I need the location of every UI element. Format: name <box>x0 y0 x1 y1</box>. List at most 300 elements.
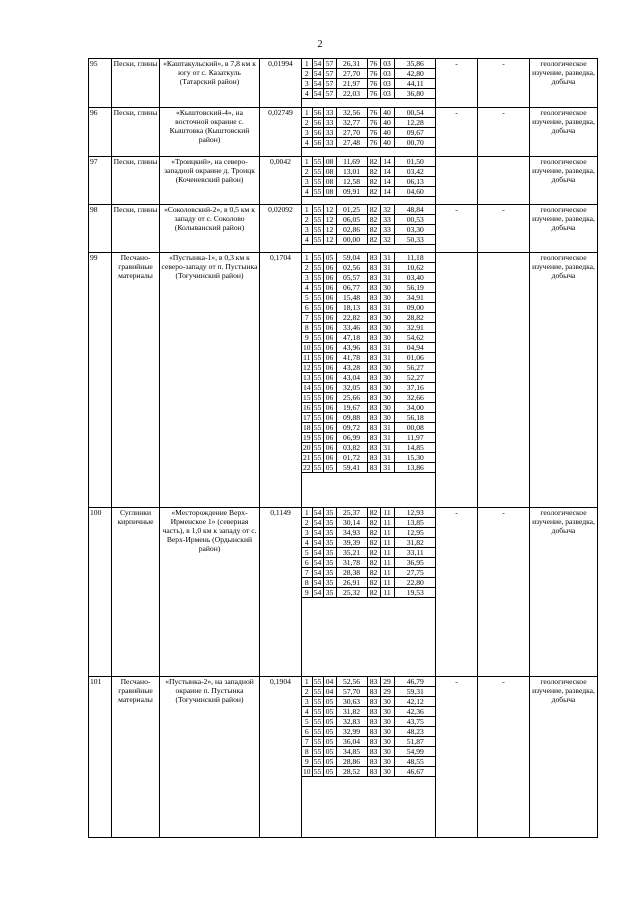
lon-seconds: 03,30 <box>394 225 436 235</box>
lat-degrees: 55 <box>313 205 322 214</box>
lat-minutes: 06 <box>323 323 336 333</box>
lon-minutes: 11 <box>380 528 394 538</box>
lat-minutes: 06 <box>323 383 336 393</box>
lon-minutes: 31 <box>380 453 394 463</box>
lon-minutes: 11 <box>380 518 394 528</box>
mineral-type: Песчано-гравийные материалы <box>112 677 160 838</box>
lat-degrees: 55 <box>313 433 322 442</box>
lon-seconds: 13,86 <box>394 463 436 473</box>
lat-degrees: 55 <box>313 313 322 322</box>
lon-degrees: 76 <box>367 89 380 99</box>
lat-minutes: 57 <box>323 69 336 79</box>
row-number: 95 <box>89 59 112 108</box>
lat-seconds: 09,91 <box>336 187 367 197</box>
coordinate-row <box>302 253 436 263</box>
row-number: 97 <box>89 157 112 205</box>
lon-degrees: 76 <box>367 59 380 69</box>
site-description: «Пустынка-1», в 0,3 км к северо-западу от п. Пустынка (Тогучинский район) <box>160 253 260 508</box>
lon-degrees: 83 <box>367 403 380 413</box>
coordinates-table <box>302 205 436 245</box>
lat-seconds: 19,67 <box>336 403 367 413</box>
lat-seconds: 11,69 <box>336 157 367 167</box>
lon-degrees: 82 <box>367 518 380 528</box>
lon-seconds: 04,60 <box>394 187 436 197</box>
lat-degrees: 54 <box>313 79 322 88</box>
lat-seconds: 13,01 <box>336 167 367 177</box>
lon-minutes: 11 <box>380 568 394 578</box>
lat-seconds: 57,70 <box>336 687 367 697</box>
lon-seconds: 35,86 <box>394 59 436 69</box>
area-value: 0,0042 <box>260 157 302 205</box>
lon-seconds: 28,82 <box>394 313 436 323</box>
point-number: 21 <box>303 453 311 462</box>
lon-seconds: 00,54 <box>394 108 436 118</box>
lon-seconds: 11,18 <box>394 253 436 263</box>
lat-minutes: 06 <box>323 283 336 293</box>
lat-minutes: 35 <box>323 508 336 518</box>
lon-degrees: 83 <box>367 413 380 423</box>
lon-minutes: 29 <box>380 677 394 687</box>
lat-seconds: 28,86 <box>336 757 367 767</box>
lon-degrees: 82 <box>367 235 380 245</box>
extra-col-2: - <box>478 108 530 157</box>
lat-degrees: 54 <box>313 578 322 587</box>
lat-seconds: 01,72 <box>336 453 367 463</box>
coordinate-row <box>302 79 436 89</box>
purpose-text: геологическое изучение, разведка, добыча <box>530 205 598 253</box>
point-number: 1 <box>302 157 312 167</box>
lon-degrees: 83 <box>367 463 380 473</box>
point-number: 9 <box>302 757 312 767</box>
lat-degrees: 54 <box>313 69 322 78</box>
mineral-type: Суглинки кирпичные <box>112 508 160 677</box>
lon-minutes: 31 <box>380 343 394 353</box>
lon-degrees: 76 <box>367 108 380 118</box>
lat-seconds: 31,82 <box>336 707 367 717</box>
point-number: 4 <box>302 138 312 148</box>
extra-col-1: - <box>436 59 478 108</box>
lat-seconds: 00,00 <box>336 235 367 245</box>
lat-degrees: 55 <box>313 283 322 292</box>
lon-seconds: 56,19 <box>394 283 436 293</box>
lat-degrees: 55 <box>313 323 322 332</box>
point-number: 7 <box>302 568 312 578</box>
point-number: 2 <box>302 167 312 177</box>
lat-degrees: 55 <box>313 697 322 706</box>
mineral-type: Пески, глины <box>112 108 160 157</box>
lat-seconds: 25,66 <box>336 393 367 403</box>
lon-seconds: 01,50 <box>394 157 436 167</box>
coordinate-row <box>302 59 436 69</box>
lat-degrees: 54 <box>313 548 322 557</box>
coordinate-row <box>302 528 436 538</box>
lat-minutes: 06 <box>323 273 336 283</box>
lon-minutes: 30 <box>380 737 394 747</box>
lon-minutes: 40 <box>380 128 394 138</box>
lon-seconds: 42,12 <box>394 697 436 707</box>
lon-degrees: 82 <box>367 167 380 177</box>
lon-minutes: 14 <box>380 167 394 177</box>
lon-seconds: 10,62 <box>394 263 436 273</box>
lat-seconds: 34,93 <box>336 528 367 538</box>
lon-degrees: 76 <box>367 128 380 138</box>
coordinate-row <box>302 303 436 313</box>
coordinate-row <box>302 273 436 283</box>
coordinate-row <box>302 343 436 353</box>
area-value: 0,02092 <box>260 205 302 253</box>
point-number: 1 <box>302 205 312 215</box>
purpose-text: геологическое изучение, разведка, добыча <box>530 677 598 838</box>
lon-seconds: 59,31 <box>394 687 436 697</box>
lat-minutes: 33 <box>323 128 336 138</box>
lon-degrees: 83 <box>367 343 380 353</box>
lon-seconds: 50,33 <box>394 235 436 245</box>
lat-minutes: 12 <box>323 205 336 215</box>
coordinates-cell <box>302 108 436 157</box>
lon-seconds: 27,75 <box>394 568 436 578</box>
lon-minutes: 31 <box>380 423 394 433</box>
lat-degrees: 55 <box>313 707 322 716</box>
coordinates-cell <box>302 157 436 205</box>
coordinate-row <box>302 383 436 393</box>
point-number: 3 <box>302 79 312 89</box>
lat-minutes: 35 <box>323 588 336 598</box>
point-number: 3 <box>302 128 312 138</box>
lon-minutes: 30 <box>380 717 394 727</box>
lat-seconds: 25,37 <box>336 508 367 518</box>
lon-degrees: 83 <box>367 313 380 323</box>
lon-minutes: 30 <box>380 313 394 323</box>
lon-seconds: 04,94 <box>394 343 436 353</box>
point-number: 9 <box>302 588 312 598</box>
lat-minutes: 06 <box>323 293 336 303</box>
lon-seconds: 00,53 <box>394 215 436 225</box>
lon-degrees: 83 <box>367 737 380 747</box>
lat-minutes: 08 <box>323 167 336 177</box>
lon-minutes: 11 <box>380 548 394 558</box>
lat-degrees: 55 <box>313 383 322 392</box>
lat-degrees: 55 <box>313 717 322 726</box>
lon-seconds: 33,11 <box>394 548 436 558</box>
lon-minutes: 11 <box>380 508 394 518</box>
point-number: 4 <box>302 89 312 99</box>
lon-seconds: 34,91 <box>394 293 436 303</box>
lat-degrees: 55 <box>313 303 322 312</box>
lat-seconds: 47,18 <box>336 333 367 343</box>
lon-degrees: 76 <box>367 69 380 79</box>
point-number: 8 <box>302 323 312 333</box>
extra-col-1: - <box>436 677 478 838</box>
coordinate-row <box>302 727 436 737</box>
lat-minutes: 05 <box>323 697 336 707</box>
lon-seconds: 32,91 <box>394 323 436 333</box>
row-number: 101 <box>89 677 112 838</box>
extra-col-1: - <box>436 508 478 677</box>
lon-seconds: 00,70 <box>394 138 436 148</box>
coordinate-row <box>302 707 436 717</box>
lat-seconds: 30,63 <box>336 697 367 707</box>
lon-seconds: 06,13 <box>394 177 436 187</box>
lon-degrees: 82 <box>367 538 380 548</box>
area-value: 0,02749 <box>260 108 302 157</box>
point-number: 19 <box>303 433 311 442</box>
lon-degrees: 83 <box>367 253 380 263</box>
lat-degrees: 55 <box>313 463 322 472</box>
lat-degrees: 55 <box>313 215 322 224</box>
lat-seconds: 21,97 <box>336 79 367 89</box>
lon-seconds: 12,28 <box>394 118 436 128</box>
mineral-type: Пески, глины <box>112 59 160 108</box>
coordinate-row <box>302 128 436 138</box>
point-number: 4 <box>302 235 312 245</box>
lat-degrees: 55 <box>313 187 322 196</box>
lat-seconds: 33,46 <box>336 323 367 333</box>
lon-minutes: 31 <box>380 263 394 273</box>
lat-minutes: 04 <box>323 677 336 687</box>
lat-degrees: 55 <box>313 167 322 176</box>
point-number: 17 <box>303 413 311 422</box>
lon-seconds: 12,95 <box>394 528 436 538</box>
lon-seconds: 14,85 <box>394 443 436 453</box>
lon-seconds: 13,85 <box>394 518 436 528</box>
lon-minutes: 03 <box>380 79 394 89</box>
extra-col-1 <box>436 253 478 508</box>
lon-minutes: 30 <box>380 333 394 343</box>
lat-degrees: 54 <box>313 568 322 577</box>
lat-seconds: 22,82 <box>336 313 367 323</box>
lat-seconds: 59,41 <box>336 463 367 473</box>
lat-seconds: 34,85 <box>336 747 367 757</box>
lat-degrees: 55 <box>313 363 322 372</box>
lon-degrees: 83 <box>367 283 380 293</box>
lon-degrees: 83 <box>367 273 380 283</box>
point-number: 1 <box>302 508 312 518</box>
point-number: 2 <box>302 118 312 128</box>
site-description: «Месторождение Верх-Ирменское 1» (северная часть), в 1,0 км к западу от с. Верх-Ирмень (Ордынский район) <box>160 508 260 677</box>
lat-seconds: 03,82 <box>336 443 367 453</box>
lon-minutes: 30 <box>380 293 394 303</box>
lon-minutes: 31 <box>380 253 394 263</box>
lon-degrees: 83 <box>367 393 380 403</box>
extra-col-1: - <box>436 205 478 253</box>
lon-minutes: 30 <box>380 757 394 767</box>
lat-minutes: 57 <box>323 59 336 69</box>
lat-seconds: 28,52 <box>336 767 367 777</box>
coordinate-row <box>302 403 436 413</box>
lon-seconds: 37,16 <box>394 383 436 393</box>
coordinate-row <box>302 423 436 433</box>
lat-degrees: 55 <box>313 333 322 342</box>
coordinate-row <box>302 443 436 453</box>
lon-minutes: 11 <box>380 578 394 588</box>
lat-minutes: 35 <box>323 548 336 558</box>
lon-degrees: 83 <box>367 333 380 343</box>
lon-minutes: 32 <box>380 235 394 245</box>
lat-minutes: 06 <box>323 353 336 363</box>
lon-seconds: 03,42 <box>394 167 436 177</box>
coordinate-row <box>302 687 436 697</box>
lon-degrees: 76 <box>367 138 380 148</box>
lat-minutes: 06 <box>323 423 336 433</box>
lat-seconds: 43,28 <box>336 363 367 373</box>
coordinate-row <box>302 263 436 273</box>
lat-seconds: 22,03 <box>336 89 367 99</box>
lon-degrees: 83 <box>367 747 380 757</box>
lat-minutes: 04 <box>323 687 336 697</box>
lon-seconds: 19,53 <box>394 588 436 598</box>
lat-degrees: 55 <box>313 177 322 186</box>
coordinate-row <box>302 215 436 225</box>
purpose-text: геологическое изучение, разведка, добыча <box>530 108 598 157</box>
coordinate-row <box>302 568 436 578</box>
lat-seconds: 35,21 <box>336 548 367 558</box>
coordinate-row <box>302 157 436 167</box>
coordinate-row <box>302 677 436 687</box>
lon-seconds: 56,27 <box>394 363 436 373</box>
lon-degrees: 83 <box>367 453 380 463</box>
lon-seconds: 32,66 <box>394 393 436 403</box>
lon-degrees: 82 <box>367 548 380 558</box>
lat-minutes: 35 <box>323 528 336 538</box>
lon-degrees: 83 <box>367 697 380 707</box>
lat-seconds: 32,56 <box>336 108 367 118</box>
point-number: 22 <box>303 463 311 472</box>
lat-seconds: 01,25 <box>336 205 367 215</box>
lon-minutes: 03 <box>380 69 394 79</box>
lat-degrees: 55 <box>313 293 322 302</box>
lon-degrees: 82 <box>367 528 380 538</box>
coordinate-row <box>302 293 436 303</box>
lat-minutes: 05 <box>323 767 336 777</box>
point-number: 15 <box>303 393 311 402</box>
lat-degrees: 55 <box>313 373 322 382</box>
point-number: 3 <box>302 225 312 235</box>
lon-minutes: 30 <box>380 697 394 707</box>
lon-degrees: 82 <box>367 225 380 235</box>
lat-minutes: 06 <box>323 363 336 373</box>
lon-degrees: 83 <box>367 433 380 443</box>
coordinate-row <box>302 767 436 777</box>
lat-seconds: 05,57 <box>336 273 367 283</box>
coordinate-row <box>302 747 436 757</box>
lon-seconds: 03,40 <box>394 273 436 283</box>
lat-degrees: 55 <box>313 737 322 746</box>
lon-seconds: 48,84 <box>394 205 436 215</box>
lon-degrees: 83 <box>367 727 380 737</box>
point-number: 7 <box>302 313 312 323</box>
lat-degrees: 55 <box>313 413 322 422</box>
table-row <box>89 108 598 157</box>
lon-minutes: 31 <box>380 433 394 443</box>
lon-minutes: 29 <box>380 687 394 697</box>
table-row <box>89 508 598 677</box>
coordinates-cell <box>302 205 436 253</box>
coordinate-row <box>302 313 436 323</box>
point-number: 10 <box>303 343 311 352</box>
point-number: 6 <box>302 303 312 313</box>
purpose-text: геологическое изучение, разведка, добыча <box>530 157 598 205</box>
lat-minutes: 12 <box>323 215 336 225</box>
lon-minutes: 11 <box>380 558 394 568</box>
lat-degrees: 55 <box>313 343 322 352</box>
lon-minutes: 40 <box>380 138 394 148</box>
point-number: 1 <box>302 677 312 687</box>
lat-degrees: 55 <box>313 453 322 462</box>
point-number: 3 <box>302 528 312 538</box>
coordinates-cell <box>302 253 436 508</box>
coordinate-row <box>302 588 436 598</box>
purpose-text: геологическое изучение, разведка, добыча <box>530 508 598 677</box>
lon-degrees: 83 <box>367 293 380 303</box>
coordinate-row <box>302 333 436 343</box>
lon-degrees: 82 <box>367 205 380 215</box>
lon-minutes: 30 <box>380 413 394 423</box>
row-number: 100 <box>89 508 112 677</box>
point-number: 7 <box>302 737 312 747</box>
coordinate-row <box>302 453 436 463</box>
lat-minutes: 33 <box>323 138 336 148</box>
lat-minutes: 08 <box>323 177 336 187</box>
lon-minutes: 31 <box>380 303 394 313</box>
lat-degrees: 55 <box>313 747 322 756</box>
lon-degrees: 76 <box>367 118 380 128</box>
lat-minutes: 06 <box>323 373 336 383</box>
point-number: 2 <box>302 687 312 697</box>
lon-seconds: 42,36 <box>394 707 436 717</box>
lat-degrees: 55 <box>313 767 322 776</box>
lat-minutes: 05 <box>323 757 336 767</box>
point-number: 1 <box>302 253 312 263</box>
lon-minutes: 30 <box>380 403 394 413</box>
lat-minutes: 57 <box>323 89 336 99</box>
lat-minutes: 35 <box>323 578 336 588</box>
lon-minutes: 30 <box>380 727 394 737</box>
mineral-type: Пески, глины <box>112 157 160 205</box>
table-row <box>89 253 598 508</box>
lon-degrees: 83 <box>367 707 380 717</box>
extra-col-2: - <box>478 677 530 838</box>
lon-seconds: 34,00 <box>394 403 436 413</box>
lon-degrees: 82 <box>367 177 380 187</box>
coordinate-row <box>302 548 436 558</box>
lat-seconds: 32,83 <box>336 717 367 727</box>
table-row <box>89 205 598 253</box>
lat-degrees: 55 <box>313 263 322 272</box>
coordinate-row <box>302 205 436 215</box>
lat-seconds: 43,04 <box>336 373 367 383</box>
lat-minutes: 35 <box>323 558 336 568</box>
lat-degrees: 54 <box>313 588 322 597</box>
lat-degrees: 55 <box>313 225 322 234</box>
point-number: 1 <box>302 59 312 69</box>
site-description: «Соколовский-2», в 0,5 км к западу от с. Соколово (Колыванский район) <box>160 205 260 253</box>
site-description: «Каштакульский», в 7,8 км к югу от с. Казаткуль (Татарский район) <box>160 59 260 108</box>
lon-seconds: 51,87 <box>394 737 436 747</box>
lat-seconds: 09,88 <box>336 413 367 423</box>
lon-seconds: 46,67 <box>394 767 436 777</box>
lon-minutes: 14 <box>380 187 394 197</box>
point-number: 6 <box>302 727 312 737</box>
point-number: 2 <box>302 263 312 273</box>
coordinates-table <box>302 108 436 148</box>
table-row <box>89 157 598 205</box>
table-row <box>89 677 598 838</box>
lat-seconds: 06,99 <box>336 433 367 443</box>
coordinate-row <box>302 508 436 518</box>
lon-minutes: 31 <box>380 463 394 473</box>
lon-degrees: 82 <box>367 157 380 167</box>
lat-minutes: 06 <box>323 313 336 323</box>
